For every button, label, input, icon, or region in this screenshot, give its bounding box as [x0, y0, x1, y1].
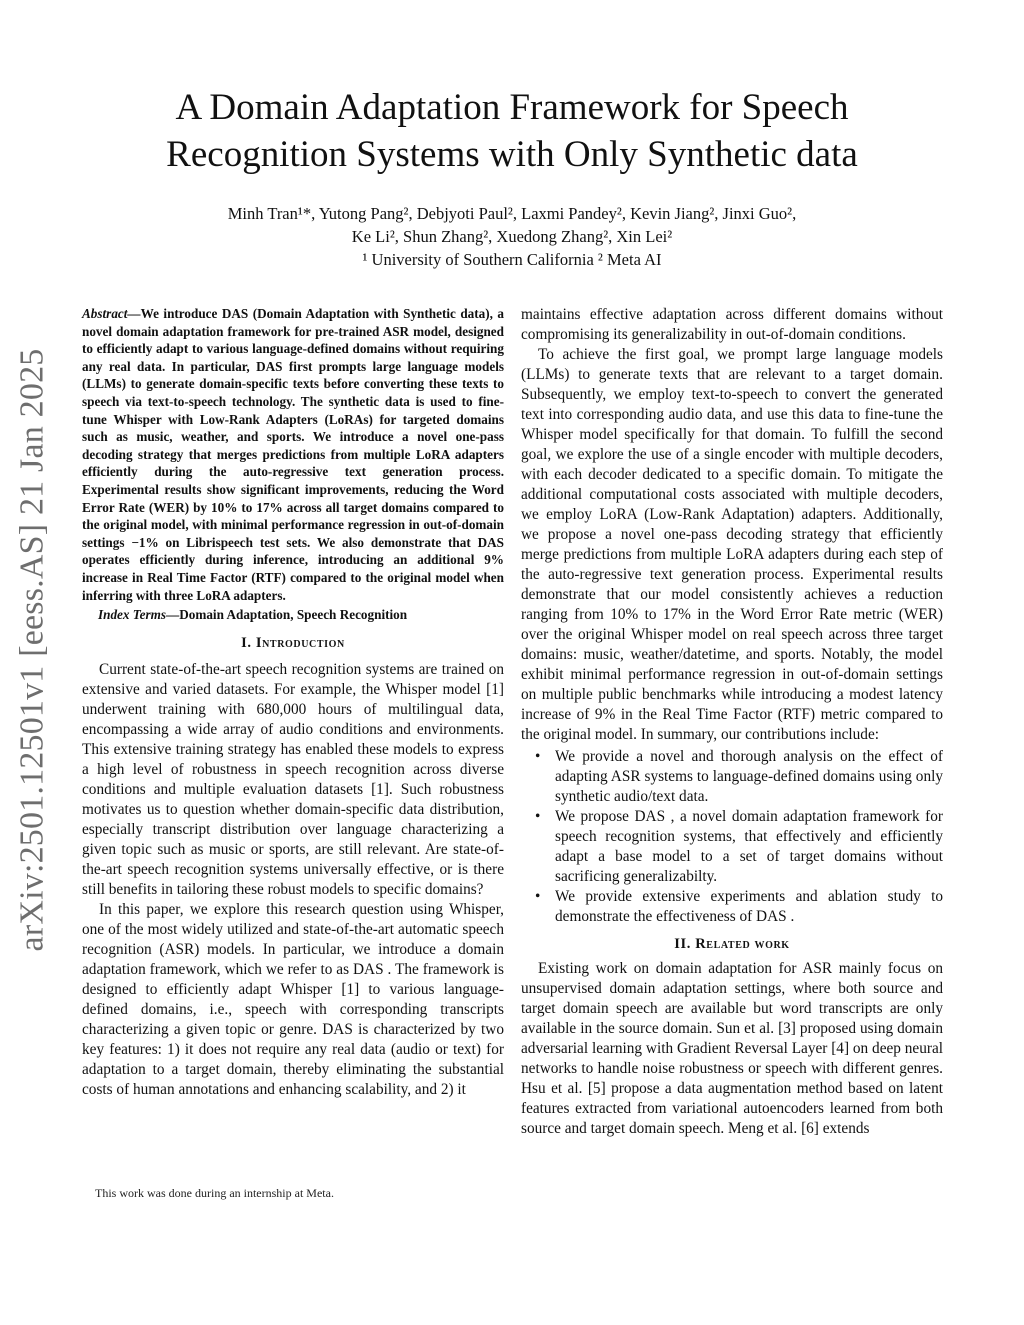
title-line-2: Recognition Systems with Only Synthetic data	[166, 134, 858, 175]
contribution-item	[521, 807, 943, 887]
abstract-text: We introduce DAS (Domain Adaptation with Synthetic data), a novel domain adaptation framework for pre-trained ASR model, designed to efficiently adapt to various language-defined domains without requiring any real data. In particular, DAS first prompts large language models (LLMs) to generate domain-specific texts before converting these texts to speech via text-to-speech technology. The synthetic data is used to fine-tune Whisper with Low-Rank Adapters (LoRAs) for targeted domains such as music, weather, and sports. We introduce a novel one-pass decoding strategy that merges predictions from multiple LoRA adapters efficiently during the auto-regressive text generation process. Experimental results show significant improvements, reducing the Word Error Rate (WER) by 10% to 17% across all target domains compared to the original model, with minimal performance regression in out-of-domain settings −1% on Librispeech test sets. We also demonstrate that DAS operates efficiently during inference, introducing an additional 9% increase in Real Time Factor (RTF) compared to the original model when inferring with three LoRA adapters.	[82, 306, 504, 603]
footnote: This work was done during an internship at Meta.	[95, 1186, 334, 1200]
right-column	[521, 305, 943, 1139]
contribution-text: We provide extensive experiments and ablation study to demonstrate the effectiveness of DAS .	[555, 888, 943, 925]
index-terms-label: Index Terms	[98, 607, 167, 623]
affiliations: ¹ University of Southern California ² Meta AI	[362, 250, 662, 269]
intro-paragraph-2: In this paper, we explore this research question using Whisper, one of the most widely utilized and state-of-the-art automatic speech recognition (ASR) models. In particular, we introduce a domain adaptation framework, which we refer to as DAS . The framework is designed to efficiently adapt Whisper [1] to various language-defined domains, i.e., speech with corresponding transcripts characterizing a given topic or genre. DAS is characterized by two key features: 1) it does not require any real data (audio or text) for adaptation to a target domain, thereby eliminating the substantial costs of human annotations and enhancing scalability, and 2) it	[82, 900, 504, 1098]
index-terms-text: —Domain Adaptation, Speech Recognition	[166, 607, 408, 623]
intro-paragraph-1: Current state-of-the-art speech recognition systems are trained on extensive and varied datasets. For example, the Whisper model [1] underwent training with 680,000 hours of multilingual data, encompassing a wide array of audio conditions and environments. This extensive training strategy has enabled these models to express a high level of robustness in speech recognition across diverse conditions and multiple evaluation datasets [1]. Such robustness motivates us to question whether domain-specific data distribution, especially transcript distribution over language characterizing a given topic such as music or sports, are still relevant. Are state-of-the-art speech recognition systems universally effective, or is there still benefits in tailoring these robust models to specific domains?	[82, 660, 504, 898]
index-terms	[82, 606, 504, 624]
bullet-icon: •	[535, 808, 541, 825]
left-column	[82, 305, 504, 1100]
title-line-1: A Domain Adaptation Framework for Speech	[175, 87, 849, 128]
abstract	[82, 305, 504, 604]
contribution-text: We propose DAS , a novel domain adaptation framework for speech recognition systems, that effectively and efficiently adapt a base model to a set of target domains without sacrificing generalizabilty.	[555, 808, 943, 885]
bullet-icon: •	[535, 748, 541, 765]
contribution-item	[521, 887, 943, 927]
contribution-text: We provide a novel and thorough analysis on the effect of adapting ASR systems to language-defined domains using only synthetic audio/text data.	[555, 748, 943, 805]
related-work-paragraph-1: Existing work on domain adaptation for ASR mainly focus on unsupervised domain adaptation settings, where both source and target domain speech are available but word transcripts are only available in the source domain. Sun et al. [3] proposed using domain adversarial learning with Gradient Reversal Layer [4] on deep neural networks to handle noise robustness or speech with different genres. Hsu et al. [5] propose a data augmentation method based on latent features extracted from variational autoencoders learned from both source and target domain speech. Meng et al. [6] extends	[521, 960, 943, 1137]
section-heading-introduction: I. Introduction	[241, 634, 345, 651]
authors-line-1: Minh Tran¹*, Yutong Pang², Debjyoti Paul², Laxmi Pandey², Kevin Jiang², Jinxi Guo²,	[227, 204, 797, 223]
authors-line-2: Ke Li², Shun Zhang², Xuedong Zhang², Xin Lei²	[351, 227, 673, 246]
paper-title	[60, 84, 964, 178]
arxiv-identifier-stamp	[8, 350, 56, 950]
author-block	[60, 202, 964, 271]
intro-paragraph-3: To achieve the first goal, we prompt large language models (LLMs) to generate texts that are relevant to a target domain. Subsequently, we employ text-to-speech to convert the generated text into corresponding audio data, and use this data to fine-tune the Whisper model specifically for that domain. To fulfill the second goal, we explore the use of a single encoder with multiple decoders, with each decoder dedicated to a specific domain. To mitigate the additional computational costs associated with multiple decoders, we employ LoRA (Low-Rank Adaptation) adapters. Additionally, we propose a novel one-pass decoding strategy that efficiently merge predictions from multiple LoRA adapters during each step of the auto-regressive text generation process. Experimental results demonstrate that our model consistently achieves a reduction ranging from 10% to 17% in the Word Error Rate metric (WER) over the original Whisper model on real speech across three target domains: music, weather/datetime, and sports. Notably, the model exhibit minimal performance regression in out-of-domain settings on multiple public benchmarks while introducing a modest latency increase of 9% in the Real Time Factor (RTF) metric compared to the original model. In summary, our contributions include:	[521, 346, 943, 743]
contributions-list	[521, 747, 943, 927]
contribution-item	[521, 747, 943, 807]
abstract-label: Abstract—	[82, 306, 141, 321]
intro-paragraph-2-continued: maintains effective adaptation across different domains without compromising its generalizability in out-of-domain conditions.	[521, 306, 943, 343]
arxiv-identifier-text: arXiv:2501.12501v1 [eess.AS] 21 Jan 2025	[13, 348, 50, 952]
bullet-icon: •	[535, 888, 541, 905]
section-heading-related-work: II. Related work	[674, 936, 790, 952]
